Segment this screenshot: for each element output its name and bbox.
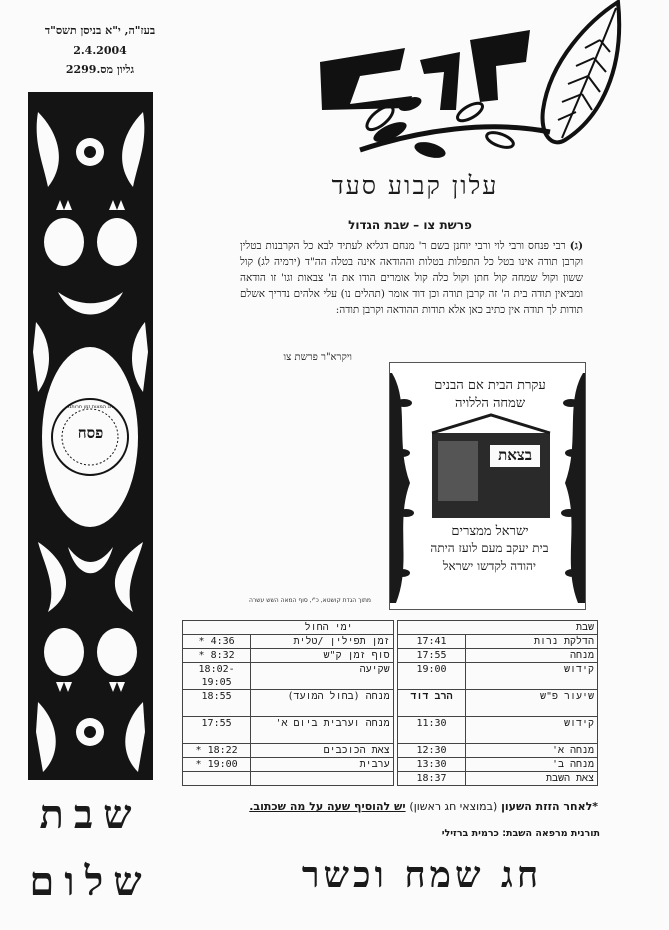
shabbat-time: 17:41 <box>398 635 466 649</box>
illus-line-2: שמחה הללויה <box>454 396 526 411</box>
shabbat-item: מנחה <box>465 649 597 663</box>
table-row <box>183 635 598 649</box>
weekday-item: מנחה וערבית ביום א' <box>251 717 393 744</box>
civil-date: 2.4.2004 <box>73 44 127 57</box>
weekday-item: ערבית <box>251 758 393 772</box>
dst-note <box>185 798 598 815</box>
illus-line-4: בית יעקב מעם לועז היתה <box>430 541 549 555</box>
weekday-time: 4:36 * <box>183 635 251 649</box>
shabbat-item: צאת השבת <box>465 772 597 786</box>
holiday-greeting: חג שמח וכשר <box>301 854 543 896</box>
weekday-item: זמן תפילין /טלית <box>251 635 393 649</box>
illus-gate-word: בצאת <box>498 446 532 464</box>
issue-number: גליון מס.2299 <box>65 63 135 76</box>
table-row <box>183 717 598 744</box>
table-row <box>183 758 598 772</box>
shabbat-header: שבת <box>398 621 598 635</box>
table-row <box>183 649 598 663</box>
medallion-ring-text: חג המצות זמן חרותנו <box>68 404 113 410</box>
weekday-item: צאת הכוכבים <box>251 744 393 758</box>
medallion-label: פסח <box>77 424 104 442</box>
shabbat-time: 18:37 <box>398 772 466 786</box>
table-row <box>183 690 598 717</box>
haggadah-illustration <box>389 362 586 610</box>
editor-credit: תורנית מרפאה השבת: כרמית ברזילי <box>441 828 600 839</box>
note-prefix: *לאחר הזזת השעון <box>501 800 598 813</box>
passage-marker: (ג) <box>569 240 583 252</box>
illus-line-1: עקרת הבית אם הבנים <box>434 378 546 393</box>
shalom-blessing: שלום <box>29 858 152 905</box>
parsha-title: פרשת צו – שבת הגדול <box>348 218 472 232</box>
weekday-time: 18:02-19:05 <box>183 663 251 690</box>
shabbat-time: 13:30 <box>398 758 466 772</box>
shabbat-item: מנחה א' <box>465 744 597 758</box>
shabbat-item: קידוש <box>465 663 597 690</box>
weekday-time: 17:55 <box>183 717 251 744</box>
weekday-header: ימי החול <box>183 621 394 635</box>
shabbat-blessing: שבת <box>39 791 142 838</box>
newsletter-subtitle: עלון קבוע סעד <box>331 171 499 200</box>
shabbat-item: קידוש <box>465 717 597 744</box>
illus-line-3: ישראל ממצרים <box>451 524 529 539</box>
table-row <box>183 744 598 758</box>
shabbat-time: 12:30 <box>398 744 466 758</box>
midrash-passage <box>240 238 583 318</box>
weekday-time: 19:00 * <box>183 758 251 772</box>
shabbat-item: מנחה ב' <box>465 758 597 772</box>
weekday-time <box>183 772 251 786</box>
weekday-item: שקיעה <box>251 663 393 690</box>
weekday-time: 8:32 * <box>183 649 251 663</box>
shabbat-item: הדלקת נרות <box>465 635 597 649</box>
illus-line-5: יהודה לקדשו ישראל <box>442 559 537 573</box>
note-paren: (במוצאי חג ראשון) <box>409 800 498 813</box>
weekday-item <box>251 772 393 786</box>
shabbat-item: שיעור פ"ש <box>465 690 597 717</box>
weekday-item: מנחה (בחול המועד) <box>251 690 393 717</box>
shabbat-time: 19:00 <box>398 663 466 690</box>
shabbat-time: 11:30 <box>398 717 466 744</box>
illustration-caption: מתוך הגדת קושטא, כ"י, סוף המאה השש עשרה <box>249 597 371 604</box>
passage-source: ויקרא"ר פרשת צו <box>283 352 352 363</box>
leaf-logo-icon <box>300 0 640 170</box>
table-row <box>183 772 598 786</box>
logo-title <box>330 40 331 41</box>
weekday-item: סוף זמן ק"ש <box>251 649 393 663</box>
shabbat-time: הרב דוד <box>398 690 466 717</box>
weekday-time: 18:22 * <box>183 744 251 758</box>
hebrew-date: בעז"ה, י"א בניסן תשס"ד <box>44 24 156 37</box>
prayer-times-table <box>182 620 598 786</box>
weekday-time: 18:55 <box>183 690 251 717</box>
table-row <box>183 663 598 690</box>
shabbat-time: 17:55 <box>398 649 466 663</box>
passage-text: רבי פנחס ורבי לוי ורבי יוחנן בשם ר' מנחם דגליא לעתיד לבא כל הקרבנות בטלין וקרבן תודה אינו בטל כל התפלות בטלות וההודאה אינה בטלה הה"ד (ירמיה לג) קול ששון וקול שמחה קול חתן וקול כלה קול אומרים הודו את ה' צבאות וגו' זו הודאה ומביאין תודה בית ה' זה קרבן תודה וכן דוד אומר (תהלים נו) עלי אלהים נדריך אשלם תודות לך תודה אין כתיב כאן אלא תודות ההודאה וקרבן תודה: <box>240 240 583 316</box>
note-suffix: יש להוסיף שעה על מה שכתוב. <box>249 800 406 813</box>
decorative-panel <box>28 92 153 780</box>
